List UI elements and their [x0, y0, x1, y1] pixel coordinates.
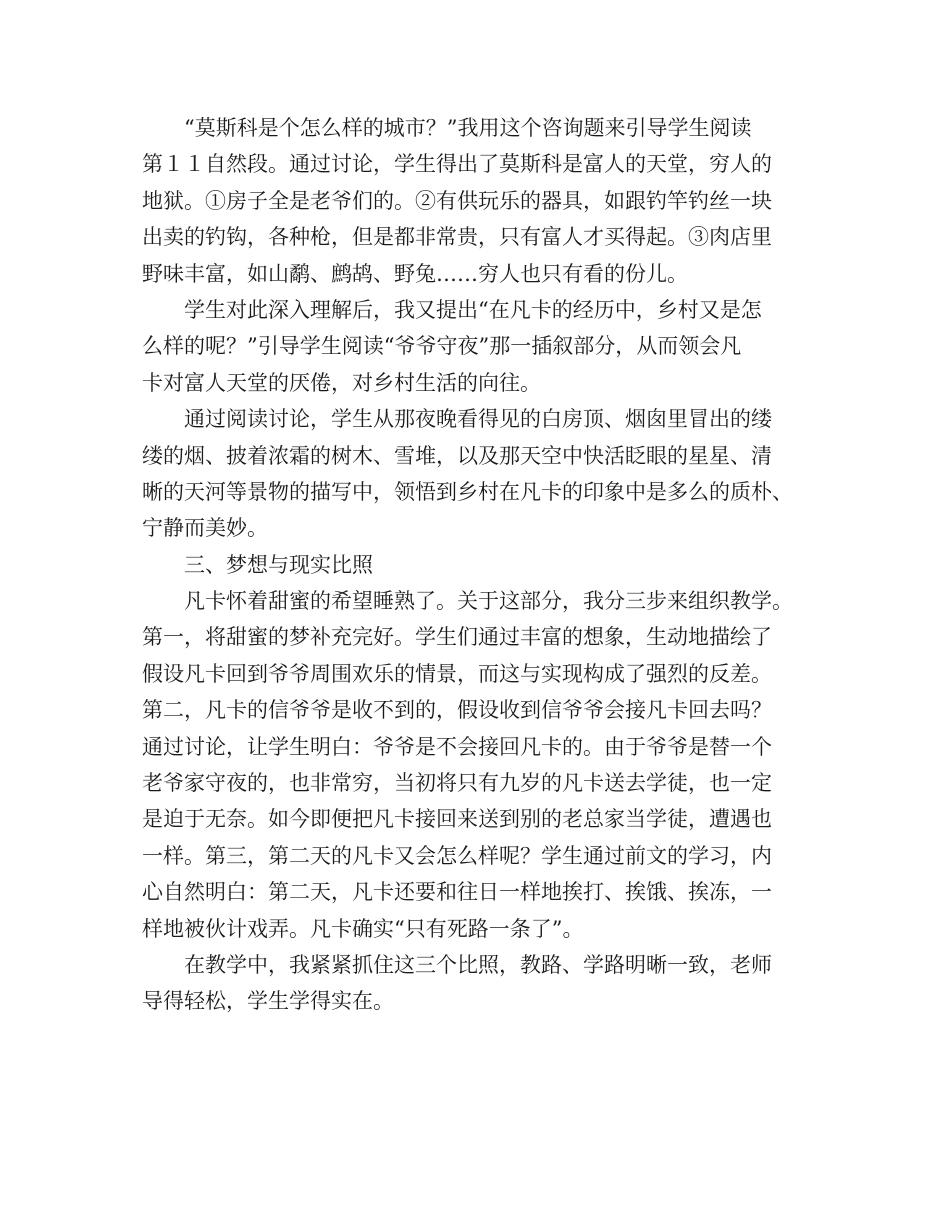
paragraph-line: 学生对此深入理解后，我又提出“在凡卡的经历中，乡村又是怎 [184, 297, 762, 322]
paragraph-line: 在教学中，我紧紧抓住这三个比照，教路、学路明晰一致，老师 [184, 952, 772, 977]
paragraph-line: 通过阅读讨论，学生从那夜晚看得见的白房顶、烟囱里冒出的缕 [184, 407, 772, 432]
paragraph-line: 是迫于无奈。如今即便把凡卡接回来送到别的老总家当学徒，遭遇也 [142, 807, 772, 832]
paragraph-line: 导得轻松，学生学得实在。 [142, 989, 394, 1014]
paragraph-line: 出卖的钓钩，各种枪，但是都非常贵，只有富人才买得起。③肉店里 [142, 225, 772, 250]
paragraph-line: 地狱。①房子全是老爷们的。②有供玩乐的器具，如跟钓竿钓丝一块 [142, 188, 772, 213]
paragraph-line: 老爷家守夜的，也非常穷，当初将只有九岁的凡卡送去学徒，也一定 [142, 771, 772, 796]
paragraph-line: 第１１自然段。通过讨论，学生得出了莫斯科是富人的天堂，穷人的 [142, 152, 772, 177]
paragraph-line: 晰的天河等景物的描写中，领悟到乡村在凡卡的印象中是多么的质朴、 [142, 479, 793, 504]
paragraph-line: 心自然明白：第二天，凡卡还要和往日一样地挨打、挨饿、挨冻，一 [142, 880, 772, 905]
document-body [142, 110, 812, 1020]
paragraph-line: 第二，凡卡的信爷爷是收不到的，假设收到信爷爷会接凡卡回去吗？ [142, 698, 772, 723]
paragraph-line: 样地被伙计戏弄。凡卡确实“只有死路一条了”。 [142, 916, 584, 941]
paragraph-line: 通过讨论，让学生明白：爷爷是不会接回凡卡的。由于爷爷是替一个 [142, 734, 772, 759]
paragraph-line: 凡卡怀着甜蜜的希望睡熟了。关于这部分，我分三步来组织教学。 [184, 589, 793, 614]
section-heading: 三、梦想与现实比照 [184, 552, 373, 577]
paragraph-line: “莫斯科是个怎么样的城市？”我用这个咨询题来引导学生阅读 [184, 116, 752, 140]
paragraph-line: 么样的呢？”引导学生阅读“爷爷守夜”那一插叙部分，从而领会凡 [142, 334, 742, 359]
paragraph-line: 卡对富人天堂的厌倦，对乡村生活的向往。 [142, 370, 541, 395]
paragraph-line: 缕的烟、披着浓霜的树木、雪堆，以及那天空中快活眨眼的星星、清 [142, 443, 772, 468]
paragraph-line: 第一，将甜蜜的梦补充完好。学生们通过丰富的想象，生动地描绘了 [142, 625, 772, 650]
paragraph-line: 一样。第三，第二天的凡卡又会怎么样呢？学生通过前文的学习，内 [142, 843, 772, 868]
paragraph-line: 假设凡卡回到爷爷周围欢乐的情景，而这与实现构成了强烈的反差。 [142, 661, 772, 686]
paragraph-line: 宁静而美妙。 [142, 516, 268, 541]
paragraph-line: 野味丰富，如山鹬、鹧鸪、野兔……穷人也只有看的份儿。 [142, 261, 688, 286]
